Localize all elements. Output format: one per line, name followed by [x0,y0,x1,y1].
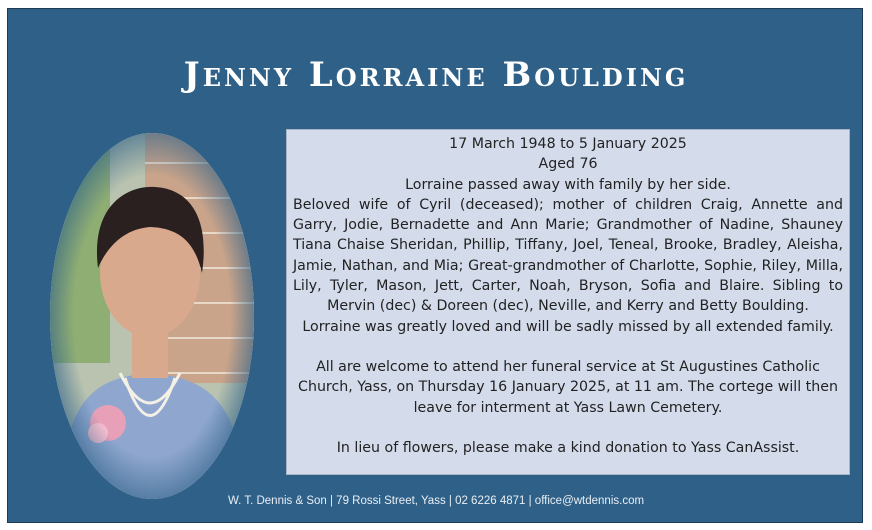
life-dates: 17 March 1948 to 5 January 2025 [449,136,687,152]
flowers-text: In lieu of flowers, please make a kind donation to Yass CanAssist. [336,439,800,456]
passed-text: Lorraine passed away with family by her side. [405,176,731,193]
notice-text [286,129,850,475]
deceased-name: Jenny Lorraine Boulding [183,55,689,95]
funeral-text: All are welcome to attend her funeral service at St Augustines Catholic Church, Yass, on Thursday 16 January 2025, at 11 am. The cortege will then leave for interment at Yass Lawn Cemetery. [298,358,838,416]
family-text: Beloved wife of Cyril (deceased); mother of children Craig, Annette and Garry, Jodie, Bernadette and Ann Marie; Grandmother of Nadine, Shauney Tiana Chaise Sheridan, Phillip, Tiffany, Joel, Teneal, Brooke, Bradley, Aleisha, Jamie, Nathan, and Mia; Great-grandmother of Charlotte, Sophie, Riley, Milla, Lily, Tyler, Mason, Jett, Carter, Noah, Bryson, Sofia and Blaire. Sibling to Mervin (dec) & Doreen (dec), Neville, and Kerry and Betty Boulding. [293,196,843,315]
notice-frame [7,8,863,523]
age: Aged 76 [538,156,598,173]
loved-text: Lorraine was greatly loved and will be sadly missed by all extended family. [302,318,834,335]
funeral-director-footer: W. T. Dennis & Son | 79 Rossi Street, Yass | 02 6226 4871 | office@wtdennis.com [227,495,645,507]
portrait-photo [50,133,254,499]
